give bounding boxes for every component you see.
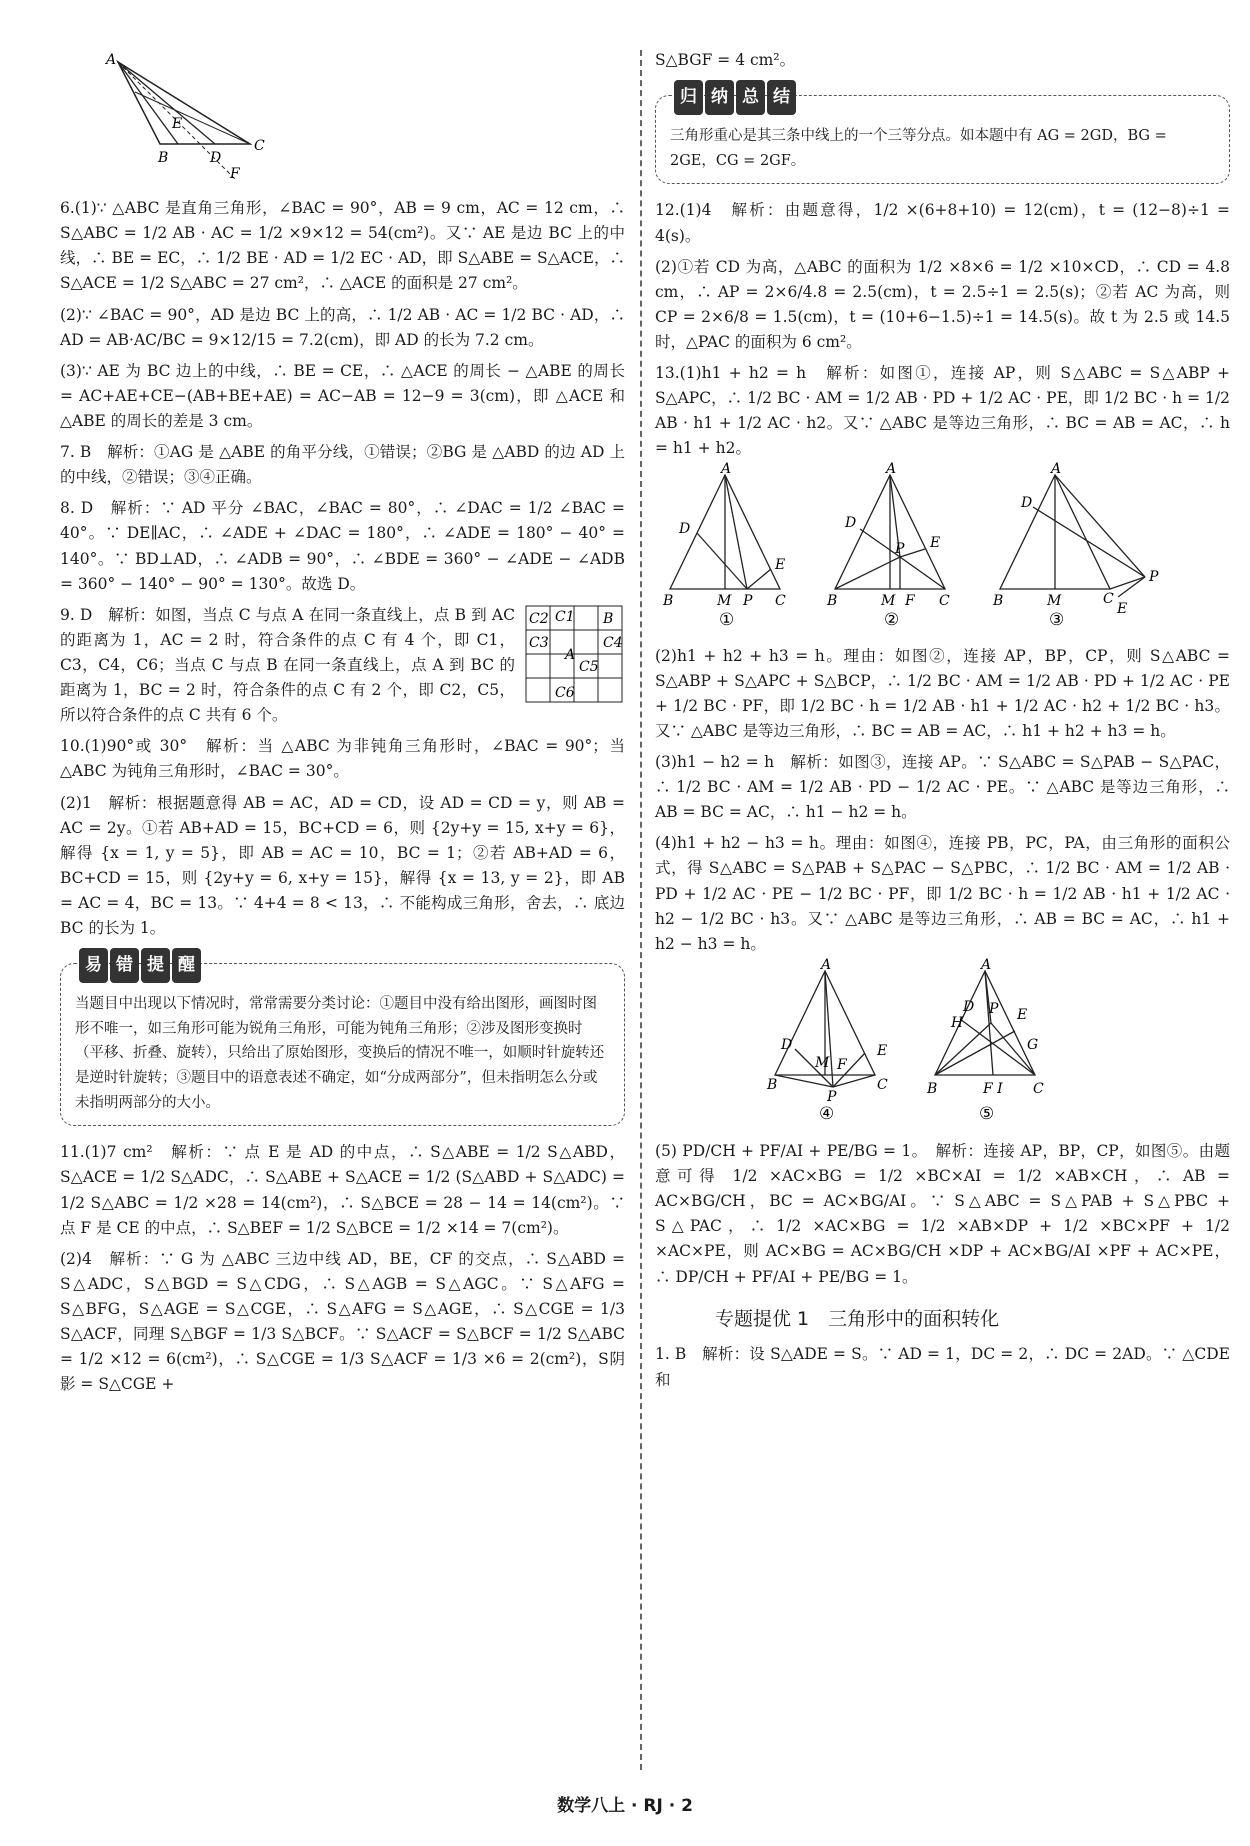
svg-text:E: E (877, 1042, 888, 1059)
grid-figure (525, 605, 625, 721)
svg-text:M: M (881, 593, 896, 610)
grid-c1: C1 (555, 608, 575, 625)
summary-box-text: 三角形重心是其三条中线上的一个三等分点。如本题中有 AG = 2GD，BG = 2GE，CG = 2GF。 (670, 128, 1167, 169)
q11-continued: S△BGF = 4 cm²。 (655, 51, 796, 69)
svg-text:D: D (963, 998, 975, 1015)
page-footer: 数学八上 · RJ · 2 (557, 1796, 693, 1816)
svg-text:H: H (951, 1014, 964, 1031)
svg-text:E: E (930, 535, 941, 552)
caption-fig4: ④ (819, 1103, 835, 1124)
svg-text:D: D (679, 521, 691, 538)
svg-text:C: C (877, 1076, 888, 1093)
svg-text:C: C (1033, 1080, 1044, 1097)
q7: 7. B 解析：①AG 是 △ABE 的角平分线，①错误；②BG 是 △ABD 的边 AD 上的中线，②错误；③④正确。 (60, 443, 625, 487)
tip-box-title: 易 错 提 醒 (79, 948, 201, 983)
right-column (655, 48, 1230, 1399)
q12-part2: (2)①若 CD 为高，△ABC 的面积为 1/2 ×8×6 = 1/2 ×10×CD，∴ CD = 4.8 cm，∴ AP = 2×6/4.8 = 2.5(cm)，t = 2.5÷1 = 2.5(s)；②若 AC 为高，则 CP = 2×6/8 = 1.5(cm)，t = (10+6−1.5)÷1 = 14.5(s)。故 t 为 2.5 或 14.5 时，△PAC 的面积为 6 cm²。 (655, 257, 1230, 351)
q13-part2: (2)h1 + h2 + h3 = h。理由：如图②，连接 AP，BP，CP，则 S△ABC = S△ABP + S△APC + S△BCP，∴ 1/2 BC · AM = 1/2 AB · PD + 1/2 AC · PE + 1/2 BC · PF，即 1/2 BC · h = 1/2 AB · h1 + 1/2 AC · h2 + 1/2 BC · h3。又∵ △ABC 是等边三角形，∴ BC = AB = AC，∴ h1 + h2 + h3 = h。 (655, 646, 1230, 740)
svg-text:M: M (1047, 593, 1062, 610)
svg-text:E: E (1117, 601, 1128, 618)
summary-box-title: 归 纳 总 结 (674, 80, 796, 115)
svg-text:B: B (927, 1080, 938, 1097)
svg-text:F: F (837, 1056, 847, 1073)
svg-text:P: P (1149, 569, 1159, 586)
q10-part2: (2)1 解析：根据题意得 AB = AC，AD = CD，设 AD = CD = y，则 AB = AC = 2y。①若 AB+AD = 15，BC+CD = 6，则 {2y+y = 15, x+y = 6}，解得 {x = 1, y = 5}，即 AB = AC = 10，BC = 1；②若 AB+AD = 6，BC+CD = 15，则 {2y+y = 6, x+y = 15}，解得 {x = 13, y = 2}，即 AB = AC = 4，BC = 13。∵ 4+4 = 8 < 13，∴ 不能构成三角形，舍去，∴ 底边 BC 的长为 1。 (60, 793, 625, 938)
q11-part2: (2)4 解析：∵ G 为 △ABC 三边中线 AD，BE，CF 的交点，∴ S△ABD = S△ADC，S△BGD = S△CDG，∴ S△AGB = S△AGC。∵ S△AFG = S△BFG，S△AGE = S△CGE，∴ S△AFG = S△AGE，∴ S△CGE = 1/3 S△ACF，同理 S△BGF = 1/3 S△BCF。∵ S△ACF = S△BCF = 1/2 S△ABC = 1/2 ×12 = 6(cm²)，∴ S△CGE = 1/3 S△ACF = 1/3 ×6 = 2(cm²)，S阴影 = S△CGE + (60, 1249, 625, 1394)
svg-text:B: B (827, 593, 838, 610)
svg-text:A: A (1051, 461, 1062, 478)
q10-part1: 10.(1)90°或 30° 解析：当 △ABC 为非钝角三角形时，∠BAC = 90°；当 △ABC 为钝角三角形时，∠BAC = 30°。 (60, 737, 625, 781)
tip-box-common-mistakes (60, 955, 625, 1126)
svg-text:C: C (939, 593, 950, 610)
caption-fig5: ⑤ (979, 1103, 995, 1124)
q13-part4: (4)h1 + h2 − h3 = h。理由：如图④，连接 PB，PC，PA，由三角形的面积公式，得 S△ABC = S△PAB + S△PAC − S△PBC，∴ 1/2 BC · AM = 1/2 AB · PD + 1/2 AC · PE − 1/2 BC · PF，即 1/2 BC · h = 1/2 AB · h1 + 1/2 AC · h2 − 1/2 BC · h3。又∵ △ABC 是等边三角形，∴ AB = BC = AC，∴ h1 + h2 − h3 = h。 (655, 834, 1230, 953)
q13-part1: 13.(1)h1 + h2 = h 解析：如图①，连接 AP，则 S△ABC = S△ABP + S△APC，∴ 1/2 BC · AM = 1/2 AB · PD + 1/2 AC · PE，即 1/2 BC · h = 1/2 AB · h1 + 1/2 AC · h2。又∵ △ABC 是等边三角形，∴ BC = AB = AC，∴ h = h1 + h2。 (655, 364, 1230, 458)
svg-text:M: M (815, 1054, 830, 1071)
left-column (60, 48, 625, 1403)
svg-text:P: P (989, 1000, 999, 1017)
svg-text:A: A (886, 461, 897, 478)
q11-part1: 11.(1)7 cm² 解析：∵ 点 E 是 AD 的中点，∴ S△ABE = 1/2 S△ABD，S△ACE = 1/2 S△ADC，∴ S△ABE + S△ACE = 1/2 (S△ABD + S△ADC) = 1/2 S△ABC = 1/2 ×28 = 14(cm²)，∴ S△BCE = 28 − 14 = 14(cm²)。∵ 点 F 是 CE 的中点，∴ S△BEF = 1/2 S△BCE = 1/2 ×14 = 7(cm²)。 (60, 1143, 625, 1237)
svg-text:D: D (1021, 495, 1033, 512)
tip-box-text: 当题目中出现以下情况时，常常需要分类讨论：①题目中没有给出图形，画图时图形不唯一，如三角形可能为锐角三角形，可能为钝角三角形；②涉及图形变换时（平移、折叠、旋转），只给出了原始图形，变换后的情况不唯一，如顺时针旋转还是逆时针旋转；③题目中的语意表述不确定，如“分成两部分”，但未指明怎么分或未指明两部分的大小。 (75, 996, 605, 1111)
figures-1-2-3 (655, 461, 1230, 635)
q6-part2: (2)∵ ∠BAC = 90°，AD 是边 BC 上的高，∴ 1/2 AB · AC = 1/2 BC · AD，∴ AD = AB·AC/BC = 9×12/15 = 7.2(cm)，即 AD 的长为 7.2 cm。 (60, 305, 625, 349)
grid-a: A (565, 646, 576, 663)
grid-c5: C5 (579, 658, 599, 675)
q8: 8. D 解析：∵ AD 平分 ∠BAC，∠BAC = 80°，∴ ∠DAC = 1/2 ∠BAC = 40°。∵ DE∥AC，∴ ∠ADE + ∠DAC = 180°，∴ ∠ADE = 180° − 40° = 140°。∵ BD⊥AD，∴ ∠ADB = 90°，∴ ∠BDE = 360° − ∠ADE − ∠ADB = 360° − 140° − 90° = 130°。故选 D。 (60, 499, 625, 593)
svg-text:E: E (1017, 1006, 1028, 1023)
label-d: D (210, 150, 222, 166)
q9: 9. D 解析：如图，当点 C 与点 A 在同一条直线上，点 B 到 AC 的距离为 1，AC = 2 时，符合条件的点 C 有 4 个，即 C1，C3，C4，C6；当点 C 与点 B 在同一条直线上，点 A 到 BC 的距离为 1，BC = 2 时，符合条件的点 C 有 2 个，即 C2，C5，所以符合条件的点 C 共有 6 个。 (60, 605, 515, 725)
svg-text:P: P (895, 541, 905, 558)
grid-c6: C6 (555, 684, 575, 701)
svg-text:A: A (981, 956, 992, 973)
svg-text:F I: F I (983, 1080, 1003, 1097)
figure-triangle-abc (60, 52, 625, 188)
grid-c3: C3 (529, 634, 549, 651)
svg-text:D: D (781, 1036, 793, 1053)
grid-c4: C4 (603, 634, 623, 651)
svg-text:M: M (717, 593, 732, 610)
label-b: B (158, 150, 169, 166)
label-c: C (254, 138, 265, 154)
topic-q1: 1. B 解析：设 S△ADE = S。∵ AD = 1，DC = 2，∴ DC = 2AD。∵ △CDE 和 (655, 1345, 1230, 1389)
q6-part3: (3)∵ AE 为 BC 边上的中线，∴ BE = CE，∴ △ACE 的周长 − △ABE 的周长 = AC+AE+CE−(AB+BE+AE) = AC−AB = 12−9 = 3(cm)，即 △ACE 和 △ABE 的周长的差是 3 cm。 (60, 361, 625, 430)
svg-text:A: A (721, 461, 732, 478)
q13-part3: (3)h1 − h2 = h 解析：如图③，连接 AP。∵ S△ABC = S△PAB − S△PAC，∴ 1/2 BC · AM = 1/2 AB · PD − 1/2 AC · PE。∵ △ABC 是等边三角形，∴ AB = BC = AC，∴ h1 − h2 = h。 (655, 753, 1230, 822)
svg-text:A: A (821, 956, 832, 973)
svg-text:F: F (905, 593, 915, 610)
label-f: F (230, 166, 240, 182)
q12-part1: 12.(1)4 解析：由题意得，1/2 ×(6+8+10) = 12(cm)，t = (12−8)÷1 = 4(s)。 (655, 201, 1230, 245)
svg-text:C: C (1103, 591, 1114, 608)
svg-text:P: P (743, 593, 753, 610)
label-a: A (106, 52, 117, 68)
caption-fig1: ① (719, 610, 735, 631)
label-e: E (172, 116, 183, 132)
topic-heading: 专题提优 1 三角形中的面积转化 (715, 1307, 1000, 1330)
svg-text:B: B (993, 593, 1004, 610)
svg-text:C: C (775, 593, 786, 610)
svg-text:G: G (1027, 1036, 1039, 1053)
tip-box-summary (655, 87, 1230, 184)
svg-text:B: B (663, 593, 674, 610)
figures-4-5 (765, 956, 1230, 1131)
grid-b: B (603, 610, 614, 627)
grid-c2: C2 (529, 610, 549, 627)
svg-text:E: E (775, 557, 786, 574)
q6-part1: 6.(1)∵ △ABC 是直角三角形，∠BAC = 90°，AB = 9 cm，AC = 12 cm，∴ S△ABC = 1/2 AB · AC = 1/2 ×9×12 = 54(cm²)。又∵ AE 是边 BC 上的中线，∴ BE = EC，∴ 1/2 BE · AD = 1/2 EC · AD，即 S△ABE = S△ACE，∴ S△ACE = 1/2 S△ABC = 27 cm²，∴ △ACE 的面积是 27 cm²。 (60, 199, 625, 293)
q13-part5: (5) PD/CH + PF/AI + PE/BG = 1。 解析：连接 AP，BP，CP，如图⑤。由题意可得 1/2 ×AC×BG = 1/2 ×BC×AI = 1/2 ×AB×CH，∴ AB = AC×BG/CH，BC = AC×BG/AI。∵ S△ABC = S△PAB + S△PBC + S△PAC，∴ 1/2 ×AC×BG = 1/2 ×AB×DP + 1/2 ×BC×PF + 1/2 ×AC×PE，则 AC×BG = AC×BG/CH ×DP + AC×BG/AI ×PF + AC×PE，∴ DP/CH + PF/AI + PE/BG = 1。 (655, 1142, 1230, 1286)
svg-text:P: P (827, 1088, 837, 1105)
column-divider (640, 50, 642, 1770)
svg-text:B: B (767, 1076, 778, 1093)
caption-fig3: ③ (1049, 610, 1065, 631)
caption-fig2: ② (884, 610, 900, 631)
svg-text:D: D (845, 515, 857, 532)
